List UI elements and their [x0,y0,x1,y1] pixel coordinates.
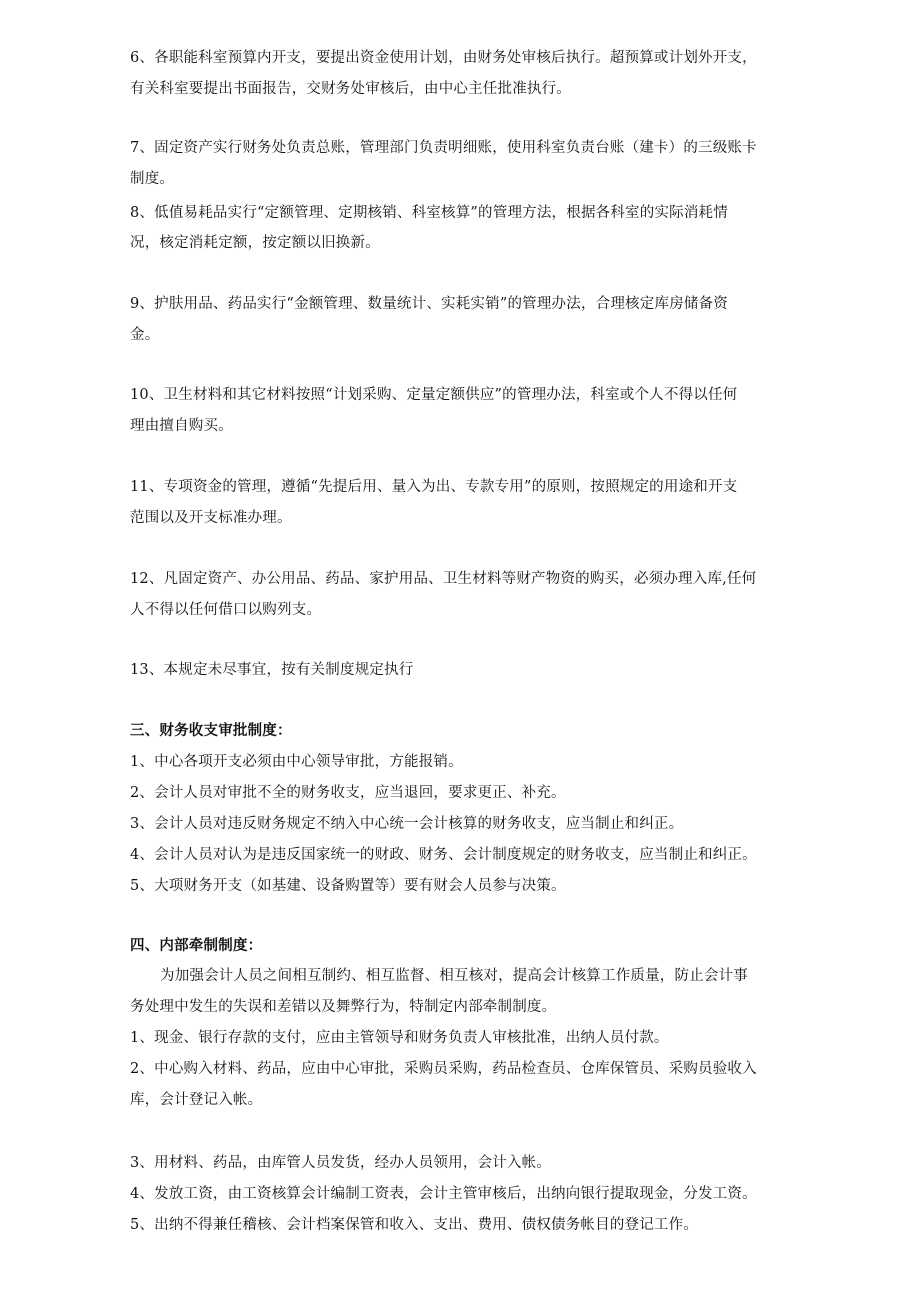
section-3-item: 2、会计人员对审批不全的财务收支，应当退回，要求更正、补充。 [130,785,566,801]
section-4-item-2-line-2: 库，会计登记入帐。 [130,1092,263,1108]
section-4-heading: 四、内部牵制制度： [130,937,263,954]
item-11-line-2: 范围以及开支标准办理。 [130,510,292,526]
section-4-item-4: 4、发放工资，由工资核算会计编制工资表，会计主管审核后，出纳向银行提取现金，分发工资。 [130,1186,757,1202]
section-4-intro-line-1: 为加强会计人员之间相互制约、相互监督、相互核对，提高会计核算工作质量，防止会计事 [160,968,748,984]
item-6-line-1: 6、各职能科室预算内开支，要提出资金使用计划，由财务处审核后执行。超预算或计划外开支， [130,50,757,66]
item-8-line-2: 况，核定消耗定额，按定额以旧换新。 [130,235,380,251]
item-10-line-2: 理由擅自购买。 [130,418,233,434]
item-12-line-1: 12、凡固定资产、办公用品、药品、家护用品、卫生材料等财产物资的购买，必须办理入库,任何 [130,571,757,587]
section-3-item: 1、中心各项开支必须由中心领导审批，方能报销。 [130,754,463,770]
item-9-line-2: 金。 [130,327,160,343]
section-4-item-5: 5、出纳不得兼任稽核、会计档案保管和收入、支出、费用、债权债务帐目的登记工作。 [130,1217,699,1233]
item-8-line-1: 8、低值易耗品实行“定额管理、定期核销、科室核算”的管理方法，根据各科室的实际消耗情 [130,205,728,221]
item-7-line-1: 7、固定资产实行财务处负责总账，管理部门负责明细账，使用科室负责台账（建卡）的三级账卡 [130,140,757,156]
item-9-line-1: 9、护肤用品、药品实行“金额管理、数量统计、实耗实销”的管理办法，合理核定库房储备资 [130,296,728,312]
section-4-item-2-line-1: 2、中心购入材料、药品，应由中心审批，采购员采购，药品检查员、仓库保管员、采购员验收入 [130,1061,757,1077]
section-4-item-3: 3、用材料、药品，由库管人员发货，经办人员领用，会计入帐。 [130,1155,552,1171]
item-12-line-2: 人不得以任何借口以购列支。 [130,602,322,618]
section-4-item-1: 1、现金、银行存款的支付，应由主管领导和财务负责人审核批准，出纳人员付款。 [130,1030,669,1046]
item-11-line-1: 11、专项资金的管理，遵循“先提后用、量入为出、专款专用”的原则，按照规定的用途和开支 [130,479,738,495]
section-3-item: 3、会计人员对违反财务规定不纳入中心统一会计核算的财务收支，应当制止和纠正。 [130,816,684,832]
item-10-line-1: 10、卫生材料和其它材料按照“计划采购、定量定额供应”的管理办法，科室或个人不得以任何 [130,387,738,403]
section-3-item: 4、会计人员对认为是违反国家统一的财政、财务、会计制度规定的财务收支，应当制止和纠正。 [130,847,757,863]
item-13-line-1: 13、本规定未尽事宜，按有关制度规定执行 [130,662,414,678]
section-3-heading: 三、财务收支审批制度： [130,722,292,739]
item-6-line-2: 有关科室要提出书面报告，交财务处审核后，由中心主任批准执行。 [130,81,571,97]
section-3-item: 5、大项财务开支（如基建、设备购置等）要有财会人员参与决策。 [130,878,566,894]
item-7-line-2: 制度。 [130,171,175,187]
section-4-intro-line-2: 务处理中发生的失误和差错以及舞弊行为，特制定内部牵制制度。 [130,999,557,1015]
